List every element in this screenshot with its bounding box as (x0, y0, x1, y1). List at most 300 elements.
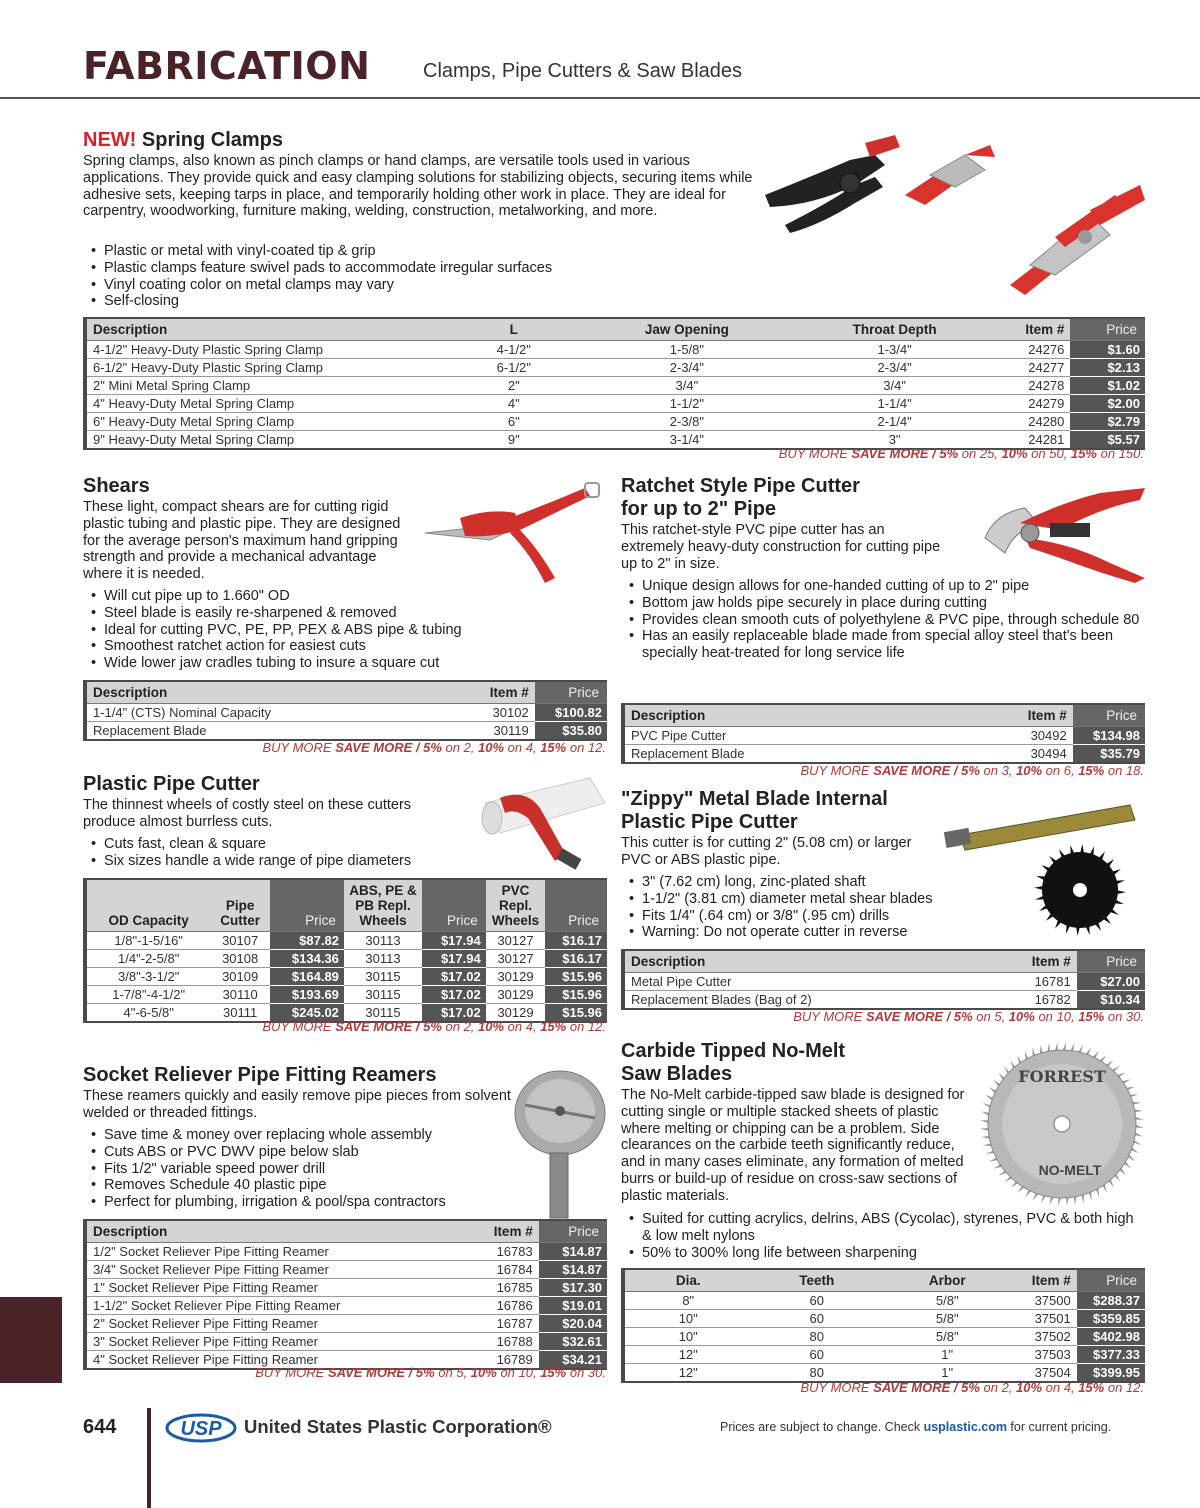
col-price: Price (422, 879, 486, 932)
buy-more-part: on 18. (1104, 763, 1144, 778)
feature-item: • Self-closing (83, 293, 743, 310)
table-cell: 3/8"-3-1/2" (85, 968, 210, 986)
feature-item: • Wide lower jaw cradles tubing to insure a square cut (83, 655, 603, 672)
table-row (85, 395, 1145, 413)
table-cell: 37501 (1012, 1310, 1076, 1328)
price-cell: $134.98 (1073, 727, 1145, 745)
plastic-pipe-cutter-title: Plastic Pipe Cutter (83, 773, 260, 795)
buy-more-part: 15% (540, 1365, 567, 1380)
tooth (1059, 849, 1066, 859)
new-badge: NEW! (83, 129, 137, 151)
price-cell: $17.30 (539, 1279, 607, 1297)
col-arbor: Arbor (882, 1269, 1013, 1292)
table-cell: 24278 (996, 377, 1071, 395)
footer-divider (147, 1408, 151, 1508)
table-cell: 1-5/8" (580, 341, 793, 359)
feature-item: • Cuts ABS or PVC DWV pipe below slab (83, 1144, 523, 1161)
price-cell: $14.87 (539, 1261, 607, 1279)
buy-more-part: BUY MORE (262, 740, 336, 755)
table-cell: 1-1/4" (793, 395, 995, 413)
table-cell: 3/4" (793, 377, 995, 395)
table-row (85, 1297, 607, 1315)
page-subtitle: Clamps, Pipe Cutters & Saw Blades (423, 60, 743, 82)
price-cell: $20.04 (539, 1315, 607, 1333)
table-cell: 4-1/2" (447, 341, 580, 359)
plastic-pipe-cutter-features (83, 836, 483, 870)
table-cell: 3" (793, 431, 995, 450)
buy-more-part: BUY MORE (255, 1365, 328, 1380)
tooth (1034, 886, 1044, 890)
table-cell: Replacement Blade (623, 745, 1002, 764)
feature-item: • Fits 1/4" (.64 cm) or 3/8" (.95 cm) drills (621, 908, 1001, 925)
feature-item: • Perfect for plumbing, irrigation & pool/spa contractors (83, 1194, 523, 1211)
price-cell: $87.82 (270, 932, 344, 950)
buy-more-part: on 12. (566, 1019, 606, 1034)
table-cell: 12" (623, 1346, 751, 1364)
buy-more-part: on 150. (1097, 446, 1144, 461)
price-cell: $288.37 (1077, 1292, 1145, 1310)
buy-more-part: SAVE MORE / 5% (851, 446, 959, 461)
buy-more-part: on 10, (496, 1365, 541, 1380)
table-cell: 60 (751, 1346, 882, 1364)
price-cell: $2.13 (1070, 359, 1145, 377)
table-cell: 30129 (486, 986, 546, 1004)
table-row (85, 1279, 607, 1297)
carbide-blade-features (621, 1211, 1141, 1261)
table-cell: 30108 (210, 950, 270, 968)
table-cell: 10" (623, 1310, 751, 1328)
feature-item: • Will cut pipe up to 1.660" OD (83, 588, 603, 605)
price-cell: $14.87 (539, 1243, 607, 1261)
table-cell: 1" (882, 1364, 1013, 1383)
col-description: Description (85, 318, 447, 341)
price-cell: $399.95 (1077, 1364, 1145, 1383)
carbide-blade-description: The No-Melt carbide-tipped saw blade is designed for cutting single or multiple stacked sheets of plastic where melting or chipping can be a problem. Side clearances on the carbide teeth significantly reduce, and in many cases eliminate, any formation of melted burrs or build-up of residue on cross-saw sections of plastic materials. (621, 1087, 965, 1204)
feature-item: • Removes Schedule 40 plastic pipe (83, 1177, 523, 1194)
feature-item: • 3" (7.62 cm) long, zinc-plated shaft (621, 874, 1001, 891)
col-description: Description (85, 1220, 474, 1243)
buy-more-part: on 5, (972, 1009, 1009, 1024)
table-cell: 16787 (474, 1315, 538, 1333)
table-cell: 30129 (486, 1004, 546, 1023)
spring-clamps-features (83, 243, 743, 310)
col-pvc-wheels: PVC Repl. Wheels (486, 879, 546, 932)
header-divider (0, 97, 1200, 99)
buy-more-part: BUY MORE (262, 1019, 336, 1034)
tooth (1039, 904, 1049, 911)
price-cell: $359.85 (1077, 1310, 1145, 1328)
tooth (1066, 923, 1071, 933)
table-cell: PVC Pipe Cutter (623, 727, 1002, 745)
table-row (85, 359, 1145, 377)
website-link[interactable]: usplastic.com (923, 1420, 1007, 1434)
buy-more-part: 15% (1070, 446, 1097, 461)
table-cell: 16781 (1006, 973, 1076, 991)
buy-more-part: on 2, (441, 740, 479, 755)
table-cell: 60 (751, 1310, 882, 1328)
buy-more-part: 15% (540, 1019, 567, 1034)
feature-item: • Fits 1/2" variable speed power drill (83, 1161, 523, 1178)
col-item: Item # (1012, 1269, 1076, 1292)
blade-label-text: NO-MELT (1038, 1162, 1102, 1178)
price-disclaimer (720, 1420, 1111, 1434)
tooth (1035, 895, 1045, 900)
buy-more-part: on 4, (504, 1019, 541, 1034)
tooth (1080, 844, 1084, 854)
zippy-title-line1: "Zippy" Metal Blade Internal (621, 788, 888, 810)
feature-item: • Has an easily replaceable blade made from special alloy steel that's been specially heat-treated for long service life (621, 628, 1141, 662)
page-title: FABRICATION (83, 44, 371, 88)
table-cell: 16785 (474, 1279, 538, 1297)
plastic-clamp-image (765, 135, 900, 233)
shears-features (83, 588, 603, 672)
socket-reamer-table (83, 1219, 607, 1370)
spring-clamps-table (83, 317, 1145, 450)
table-cell: 30111 (210, 1004, 270, 1023)
feature-item: • Unique design allows for one-handed cutting of up to 2" pipe (621, 578, 1141, 595)
buy-more-part: 10% (478, 1019, 505, 1034)
table-row (85, 377, 1145, 395)
table-cell: 30492 (1002, 727, 1072, 745)
col-price: Price (270, 879, 344, 932)
table-cell: 3/4" Socket Reliever Pipe Fitting Reamer (85, 1261, 474, 1279)
table-cell: 1-7/8"-4-1/2" (85, 986, 210, 1004)
table-row (623, 1310, 1145, 1328)
table-cell: 30127 (486, 932, 546, 950)
feature-item: • Bottom jaw holds pipe securely in place during cutting (621, 595, 1141, 612)
price-cell: $32.61 (539, 1333, 607, 1351)
zippy-table (621, 949, 1145, 1010)
buy-more-part: on 30. (566, 1365, 606, 1380)
feature-item: • 50% to 300% long life between sharpening (621, 1245, 1141, 1262)
metal-clamp-large-image (1010, 185, 1145, 295)
buy-more-part: 15% (1078, 1380, 1105, 1395)
table-cell: 3" Socket Reliever Pipe Fitting Reamer (85, 1333, 474, 1351)
col-description: Description (85, 681, 464, 704)
col-price: Price (1070, 318, 1145, 341)
buy-more-part: 10% (1016, 1380, 1043, 1395)
table-cell: 16788 (474, 1333, 538, 1351)
zippy-cutter-image (940, 795, 1150, 940)
table-cell: 30113 (344, 950, 422, 968)
plastic-pipe-cutter-description: The thinnest wheels of costly steel on these cutters produce almost burrless cuts. (83, 797, 412, 830)
socket-reamer-features (83, 1127, 523, 1211)
usp-logo (165, 1413, 237, 1443)
blade-brand-text: FORREST (1018, 1067, 1106, 1086)
carbide-blade-title (621, 1040, 845, 1086)
zippy-title-line2: Plastic Pipe Cutter (621, 811, 798, 833)
table-cell: 1/8"-1-5/16" (85, 932, 210, 950)
col-dia: Dia. (623, 1269, 751, 1292)
price-cell: $193.69 (270, 986, 344, 1004)
price-cell: $164.89 (270, 968, 344, 986)
table-row (85, 413, 1145, 431)
price-cell: $19.01 (539, 1297, 607, 1315)
price-cell: $2.00 (1070, 395, 1145, 413)
col-price: Price (535, 681, 607, 704)
spring-clamps-image (755, 125, 1150, 310)
buy-more-part: on 2, (441, 1019, 479, 1034)
tooth (1116, 890, 1126, 894)
price-cell: $134.36 (270, 950, 344, 968)
table-cell: 80 (751, 1328, 882, 1346)
usp-logo-text: USP (180, 1418, 222, 1440)
tooth (1070, 845, 1075, 855)
table-cell: 30102 (464, 704, 534, 722)
buy-more-part: 10% (470, 1365, 497, 1380)
table-row (85, 341, 1145, 359)
table-cell: 37500 (1012, 1292, 1076, 1310)
table-row (623, 973, 1145, 991)
buy-more-part: on 3, (979, 763, 1017, 778)
table-cell: 30109 (210, 968, 270, 986)
saw-blade-table (621, 1268, 1145, 1383)
tooth (1089, 846, 1094, 856)
table-cell: 37504 (1012, 1364, 1076, 1383)
tooth (1076, 926, 1080, 936)
col-length: L (447, 318, 580, 341)
table-cell: 2-3/4" (580, 359, 793, 377)
table-row (85, 1243, 607, 1261)
table-cell: 16789 (474, 1351, 538, 1370)
table-row (85, 704, 607, 722)
table-cell: 1/4"-2-5/8" (85, 950, 210, 968)
price-cell: $15.96 (545, 968, 607, 986)
table-cell: 4-1/2" Heavy-Duty Plastic Spring Clamp (85, 341, 447, 359)
feature-item: • Save time & money over replacing whole assembly (83, 1127, 523, 1144)
feature-item: • Vinyl coating color on metal clamps may vary (83, 277, 743, 294)
shears-buy-more-note (150, 740, 606, 755)
buy-more-part: on 5, (434, 1365, 471, 1380)
price-cell: $34.21 (539, 1351, 607, 1370)
buy-more-part: 15% (540, 740, 567, 755)
table-cell: 9" Heavy-Duty Metal Spring Clamp (85, 431, 447, 450)
table-cell: 2-3/8" (580, 413, 793, 431)
table-cell: 9" (447, 431, 580, 450)
buy-more-part: on 4, (1042, 1380, 1079, 1395)
shears-image (420, 478, 610, 593)
buy-more-part: SAVE MORE / 5% (865, 1009, 973, 1024)
plastic-pipe-cutter-table (83, 878, 607, 1023)
buy-more-part: on 12. (1104, 1380, 1144, 1395)
buy-more-part: 15% (1078, 1009, 1105, 1024)
table-cell: 16782 (1006, 991, 1076, 1010)
ratchet-cutter-image (980, 478, 1150, 583)
table-cell: Metal Pipe Cutter (623, 973, 1006, 991)
buy-more-part: BUY MORE (793, 1009, 866, 1024)
table-cell: 4"-6-5/8" (85, 1004, 210, 1023)
table-cell: 1-3/4" (793, 341, 995, 359)
table-cell: 24280 (996, 413, 1071, 431)
buy-more-part: on 12. (566, 740, 606, 755)
feature-item: • Cuts fast, clean & square (83, 836, 483, 853)
table-row (85, 722, 607, 741)
tooth (1085, 925, 1090, 935)
feature-item: • Plastic or metal with vinyl-coated tip & grip (83, 243, 743, 260)
zippy-description: This cutter is for cutting 2" (5.08 cm) or larger PVC or ABS plastic pipe. (621, 835, 912, 868)
ratchet-description: This ratchet-style PVC pipe cutter has an extremely heavy-duty construction for cutting pipe up to 2" in size. (621, 522, 941, 572)
zippy-title (621, 788, 888, 834)
table-cell: 24279 (996, 395, 1071, 413)
buy-more-part: BUY MORE (778, 446, 852, 461)
price-cell: $5.57 (1070, 431, 1145, 450)
buy-more-part: 10% (1016, 763, 1043, 778)
table-cell: 24281 (996, 431, 1071, 450)
table-row (623, 727, 1145, 745)
table-cell: 30115 (344, 1004, 422, 1023)
table-cell: 2-1/4" (793, 413, 995, 431)
table-row (623, 745, 1145, 764)
table-row (85, 986, 607, 1004)
ratchet-title-line1: Ratchet Style Pipe Cutter (621, 475, 860, 497)
carbide-title-line1: Carbide Tipped No-Melt (621, 1040, 846, 1062)
col-abs-pe-pb-wheels: ABS, PE & PB Repl. Wheels (344, 879, 422, 932)
ratchet-buy-more-note (650, 763, 1144, 778)
table-cell: 2" Mini Metal Spring Clamp (85, 377, 447, 395)
feature-item: • 1-1/2" (3.81 cm) diameter metal shear blades (621, 891, 1001, 908)
table-cell: 16784 (474, 1261, 538, 1279)
feature-item: • Ideal for cutting PVC, PE, PP, PEX & ABS pipe & tubing (83, 622, 603, 639)
table-cell: 1" Socket Reliever Pipe Fitting Reamer (85, 1279, 474, 1297)
disclaimer-text-end: for current pricing. (1006, 1420, 1112, 1434)
table-cell: 2-3/4" (793, 359, 995, 377)
price-cell: $100.82 (535, 704, 607, 722)
price-cell: $377.33 (1077, 1346, 1145, 1364)
col-description: Description (623, 704, 1002, 727)
price-cell: $402.98 (1077, 1328, 1145, 1346)
table-cell: Replacement Blade (85, 722, 464, 741)
socket-reamer-image (505, 1063, 615, 1223)
section-side-tab (0, 1297, 62, 1383)
ratchet-table (621, 703, 1145, 764)
zippy-buy-more-note (650, 1009, 1144, 1024)
table-row (85, 968, 607, 986)
table-cell: 2" (447, 377, 580, 395)
table-cell: 80 (751, 1364, 882, 1383)
shears-title: Shears (83, 475, 150, 497)
feature-item: • Smoothest ratchet action for easiest cuts (83, 638, 603, 655)
table-row (85, 950, 607, 968)
col-item: Item # (464, 681, 534, 704)
col-od-capacity: OD Capacity (85, 879, 210, 932)
table-row (85, 1315, 607, 1333)
table-cell: 3/4" (580, 377, 793, 395)
price-cell: $16.17 (545, 932, 607, 950)
buy-more-part: 10% (478, 740, 505, 755)
plastic-buy-more-note (150, 1019, 606, 1034)
price-cell: $17.02 (422, 1004, 486, 1023)
price-cell: $17.94 (422, 950, 486, 968)
shears-description: These light, compact shears are for cutting rigid plastic tubing and plastic pipe. They are designed for the average person's maximum hand gripping strength and provide a mechanical advantage where it is needed. (83, 499, 401, 583)
table-cell: 3-1/4" (580, 431, 793, 450)
price-cell: $1.60 (1070, 341, 1145, 359)
tooth (1036, 876, 1046, 881)
feature-item: • Six sizes handle a wide range of pipe diameters (83, 853, 483, 870)
feature-item: • Warning: Do not operate cutter in reverse (621, 924, 1001, 941)
buy-more-part: on 30. (1104, 1009, 1144, 1024)
buy-more-part: SAVE MORE / 5% (335, 1019, 442, 1034)
col-item: Item # (474, 1220, 538, 1243)
table-cell: 24276 (996, 341, 1071, 359)
table-cell: 37503 (1012, 1346, 1076, 1364)
ratchet-title (621, 475, 860, 521)
table-cell: 1/2" Socket Reliever Pipe Fitting Reamer (85, 1243, 474, 1261)
socket-buy-more-note (150, 1365, 606, 1380)
feature-item: • Provides clean smooth cuts of polyethylene & PVC pipe, through schedule 80 (621, 612, 1141, 629)
price-cell: $15.96 (545, 986, 607, 1004)
buy-more-part: BUY MORE (800, 1380, 874, 1395)
spring-clamps-title: Spring Clamps (141, 129, 284, 151)
table-cell: 60 (751, 1292, 882, 1310)
price-cell: $17.02 (422, 986, 486, 1004)
buy-more-part: on 4, (504, 740, 541, 755)
table-cell: 30129 (486, 968, 546, 986)
buy-more-part: SAVE MORE / 5% (335, 740, 442, 755)
table-row (85, 1333, 607, 1351)
table-cell: 30113 (344, 932, 422, 950)
ratchet-title-line2: for up to 2" Pipe (621, 498, 777, 520)
socket-reamer-description: These reamers quickly and easily remove pipe pieces from solvent welded or threaded fittings. (83, 1088, 511, 1121)
table-row (623, 1346, 1145, 1364)
table-cell: 1" (882, 1346, 1013, 1364)
col-price: Price (1077, 1269, 1145, 1292)
table-cell: 16783 (474, 1243, 538, 1261)
table-cell: 12" (623, 1364, 751, 1383)
table-cell: 30494 (1002, 745, 1072, 764)
col-description: Description (623, 950, 1006, 973)
feature-item: • Plastic clamps feature swivel pads to accommodate irregular surfaces (83, 260, 743, 277)
price-cell: $17.94 (422, 932, 486, 950)
table-row (623, 991, 1145, 1010)
shears-table (83, 680, 607, 741)
feature-item: • Suited for cutting acrylics, delrins, ABS (Cycolac), styrenes, PVC & both high & low melt nylons (621, 1211, 1141, 1245)
table-cell: 30119 (464, 722, 534, 741)
table-cell: 4" (447, 395, 580, 413)
table-cell: 2" Socket Reliever Pipe Fitting Reamer (85, 1315, 474, 1333)
metal-clamp-small-image (905, 145, 995, 205)
table-cell: 1-1/2" (580, 395, 793, 413)
price-cell: $15.96 (545, 1004, 607, 1023)
table-cell: 24277 (996, 359, 1071, 377)
price-cell: $16.17 (545, 950, 607, 968)
price-cell: $35.79 (1073, 745, 1145, 764)
col-teeth: Teeth (751, 1269, 882, 1292)
price-cell: $27.00 (1077, 973, 1145, 991)
table-cell: Replacement Blades (Bag of 2) (623, 991, 1006, 1010)
buy-more-part: on 50, (1027, 446, 1071, 461)
carbide-title-line2: Saw Blades (621, 1063, 733, 1085)
buy-more-part: BUY MORE (800, 763, 874, 778)
table-row (85, 932, 607, 950)
buy-more-part: on 10, (1034, 1009, 1079, 1024)
price-cell: $17.02 (422, 968, 486, 986)
buy-more-part: SAVE MORE / 5% (327, 1365, 435, 1380)
plastic-pipe-cutter-image (470, 773, 610, 878)
tooth (1111, 869, 1121, 876)
table-cell: 6" Heavy-Duty Metal Spring Clamp (85, 413, 447, 431)
table-cell: 30115 (344, 968, 422, 986)
spring-clamps-heading (83, 129, 283, 152)
table-cell: 30110 (210, 986, 270, 1004)
buy-more-part: 10% (1008, 1009, 1035, 1024)
table-cell: 5/8" (882, 1328, 1013, 1346)
col-throat-depth: Throat Depth (793, 318, 995, 341)
table-cell: 1-1/2" Socket Reliever Pipe Fitting Reamer (85, 1297, 474, 1315)
table-row (85, 1261, 607, 1279)
table-cell: 6-1/2" (447, 359, 580, 377)
saw-blade-image (975, 1037, 1150, 1212)
table-cell: 16786 (474, 1297, 538, 1315)
